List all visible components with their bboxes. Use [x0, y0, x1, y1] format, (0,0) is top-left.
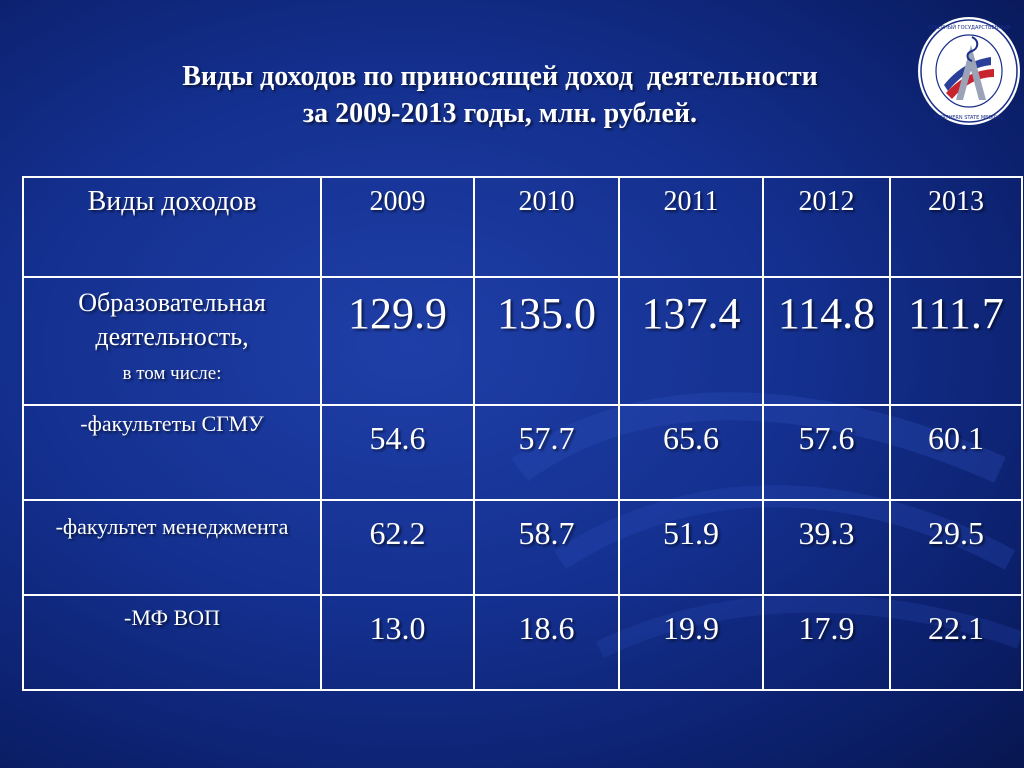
row-label: -МФ ВОП	[124, 605, 220, 630]
table-cell	[321, 595, 474, 690]
header-year-cell	[763, 177, 890, 277]
title-line-1: Виды доходов по приносящей доход деятельности	[182, 61, 818, 92]
row-value: 19.9	[663, 610, 719, 646]
header-label-cell	[23, 177, 321, 277]
row-value: 54.6	[369, 420, 426, 456]
education-label: Образовательная деятельность,	[78, 288, 266, 351]
table-row	[23, 500, 1022, 595]
table-cell	[474, 500, 619, 595]
education-value-2013: 111.7	[908, 289, 1004, 338]
row-value: 17.9	[798, 610, 855, 646]
year-2009: 2009	[369, 186, 426, 217]
row-value: 13.0	[369, 610, 426, 646]
header-year-cell	[321, 177, 474, 277]
education-label-cell	[23, 277, 321, 405]
table-cell	[619, 277, 763, 405]
year-2013: 2013	[928, 186, 984, 217]
table-cell	[321, 500, 474, 595]
table-cell	[890, 277, 1022, 405]
education-value-2011: 137.4	[641, 289, 741, 338]
table-cell	[890, 595, 1022, 690]
table-cell	[619, 405, 763, 500]
table-row-education	[23, 277, 1022, 405]
row-label-cell	[23, 595, 321, 690]
education-value-2012: 114.8	[777, 289, 876, 338]
table-cell	[890, 500, 1022, 595]
svg-text:NORTHERN STATE MEDICAL: NORTHERN STATE MEDICAL	[934, 115, 1004, 121]
slide-title	[60, 58, 940, 132]
svg-text:СЕВЕРНЫЙ ГОСУДАРСТВЕННЫЙ: СЕВЕРНЫЙ ГОСУДАРСТВЕННЫЙ	[927, 25, 1011, 31]
table-cell	[763, 500, 890, 595]
row-value: 60.1	[928, 420, 984, 456]
education-value-2009: 129.9	[348, 289, 447, 338]
row-value: 58.7	[518, 515, 575, 551]
table-cell	[763, 277, 890, 405]
table-header-row	[23, 177, 1022, 277]
row-value: 18.6	[518, 610, 575, 646]
table-cell	[474, 595, 619, 690]
row-value: 62.2	[369, 515, 426, 551]
row-label: -факультеты СГМУ	[80, 411, 264, 436]
header-year-cell	[890, 177, 1022, 277]
year-2012: 2012	[798, 186, 855, 217]
table-cell	[619, 595, 763, 690]
year-2011: 2011	[663, 186, 719, 217]
table-row	[23, 595, 1022, 690]
title-line-2: за 2009-2013 годы, млн. рублей.	[302, 98, 698, 129]
row-value: 57.7	[518, 420, 575, 456]
header-year-cell	[474, 177, 619, 277]
table-cell	[619, 500, 763, 595]
table-cell	[321, 277, 474, 405]
row-label-cell	[23, 500, 321, 595]
table-cell	[321, 405, 474, 500]
row-label-cell	[23, 405, 321, 500]
table-cell	[474, 405, 619, 500]
row-value: 22.1	[928, 610, 984, 646]
row-value: 57.6	[798, 420, 855, 456]
year-2010: 2010	[518, 186, 575, 217]
row-value: 39.3	[798, 515, 855, 551]
row-value: 51.9	[663, 515, 719, 551]
header-year-cell	[619, 177, 763, 277]
table-cell	[763, 595, 890, 690]
income-table	[22, 176, 1023, 691]
table-row	[23, 405, 1022, 500]
table-cell	[890, 405, 1022, 500]
row-value: 65.6	[663, 420, 719, 456]
table-cell	[763, 405, 890, 500]
header-label: Виды доходов	[87, 186, 257, 217]
row-label: -факультет менеджмента	[55, 514, 289, 539]
education-sublabel: в том числе:	[122, 363, 222, 384]
table-cell	[474, 277, 619, 405]
row-value: 29.5	[928, 515, 984, 551]
university-seal-icon	[916, 15, 1022, 127]
education-value-2010: 135.0	[497, 289, 596, 338]
